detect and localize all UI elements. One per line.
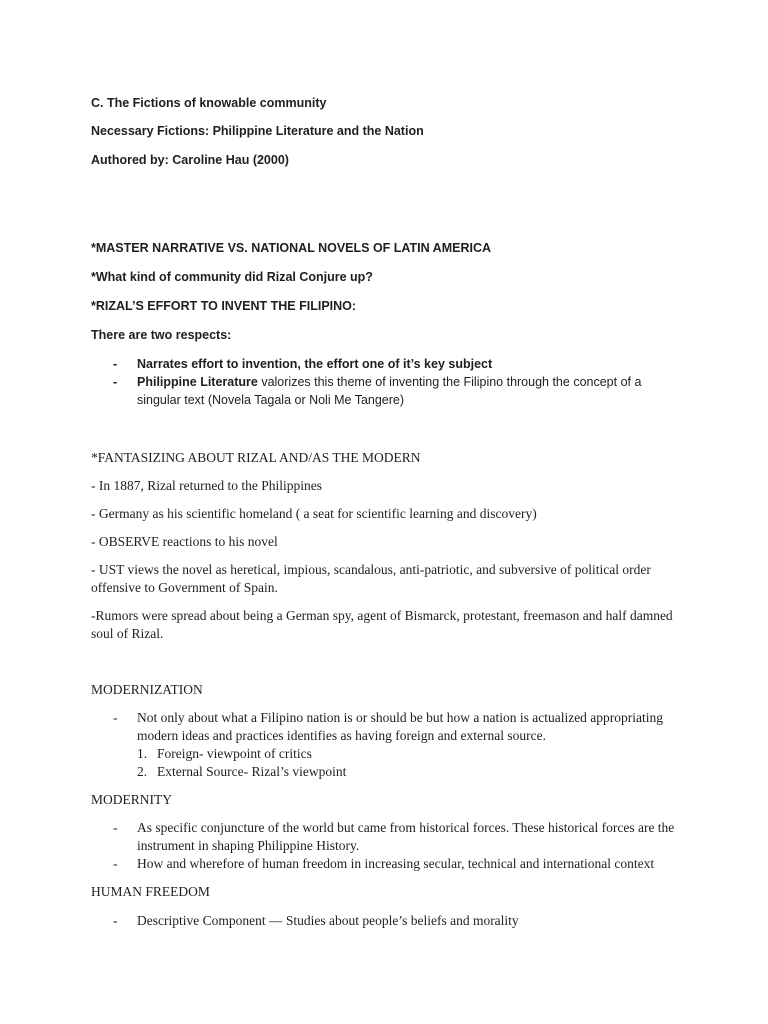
topic-rizal-effort: *RIZAL’S EFFORT TO INVENT THE FILIPINO: bbox=[91, 299, 357, 313]
modernization-heading: MODERNIZATION bbox=[91, 682, 203, 697]
fantasizing-point: - In 1887, Rizal returned to the Philippines bbox=[91, 478, 322, 493]
topic-community-question: *What kind of community did Rizal Conjure up? bbox=[91, 270, 373, 284]
modernization-item bbox=[113, 709, 683, 745]
bullet-dash: - bbox=[113, 856, 118, 871]
respect-text bbox=[137, 373, 683, 409]
modernity-text: How and wherefore of human freedom in increasing secular, technical and international context bbox=[137, 856, 655, 871]
respect-rest: valorizes this theme of inventing the Filipino through the concept of a singular text (Novela Tagala or Noli Me Tangere) bbox=[137, 375, 642, 407]
bullet-dash: - bbox=[113, 357, 118, 371]
fantasizing-point: - OBSERVE reactions to his novel bbox=[91, 534, 278, 549]
bullet-dash: - bbox=[113, 913, 118, 928]
numbered-text: External Source- Rizal’s viewpoint bbox=[157, 764, 347, 779]
human-freedom-item bbox=[113, 912, 683, 930]
fantasizing-heading: *FANTASIZING ABOUT RIZAL AND/AS THE MODERN bbox=[91, 450, 421, 465]
modernization-text: Not only about what a Filipino nation is or should be but how a nation is actualized appropriating modern ideas and practices identifies as having foreign and external source. bbox=[137, 710, 664, 743]
modernity-item bbox=[113, 819, 683, 855]
item-number: 2. bbox=[137, 764, 148, 779]
fantasizing-point: -Rumors were spread about being a German spy, agent of Bismarck, protestant, freemason and half damned soul of Rizal. bbox=[91, 608, 673, 641]
numbered-item bbox=[137, 763, 677, 781]
two-respects-label: There are two respects: bbox=[91, 328, 232, 342]
modernity-text: As specific conjuncture of the world but came from historical forces. These historical forces are the instrument in shaping Philippine History. bbox=[137, 820, 675, 853]
document-title: Necessary Fictions: Philippine Literature and the Nation bbox=[91, 124, 424, 138]
fantasizing-point: - UST views the novel as heretical, impious, scandalous, anti-patriotic, and subversive of political order offensive to Government of Spain. bbox=[91, 562, 651, 595]
modernity-heading: MODERNITY bbox=[91, 792, 172, 807]
respect-item bbox=[113, 355, 683, 373]
modernity-item bbox=[113, 855, 683, 873]
item-number: 1. bbox=[137, 746, 148, 761]
fantasizing-point: - Germany as his scientific homeland ( a seat for scientific learning and discovery) bbox=[91, 506, 537, 521]
human-freedom-heading: HUMAN FREEDOM bbox=[91, 884, 210, 899]
bullet-dash: - bbox=[113, 820, 118, 835]
bullet-dash: - bbox=[113, 375, 118, 389]
author-line: Authored by: Caroline Hau (2000) bbox=[91, 153, 289, 167]
numbered-item bbox=[137, 745, 677, 763]
topic-master-narrative: *MASTER NARRATIVE VS. NATIONAL NOVELS OF LATIN AMERICA bbox=[91, 241, 492, 255]
respect-text: Narrates effort to invention, the effort one of it’s key subject bbox=[137, 357, 493, 371]
human-freedom-text: Descriptive Component — Studies about people’s beliefs and morality bbox=[137, 913, 519, 928]
numbered-text: Foreign- viewpoint of critics bbox=[157, 746, 312, 761]
bullet-dash: - bbox=[113, 710, 118, 725]
section-heading: C. The Fictions of knowable community bbox=[91, 96, 327, 110]
respect-bold-term: Philippine Literature bbox=[137, 375, 258, 389]
respect-item bbox=[113, 373, 683, 409]
